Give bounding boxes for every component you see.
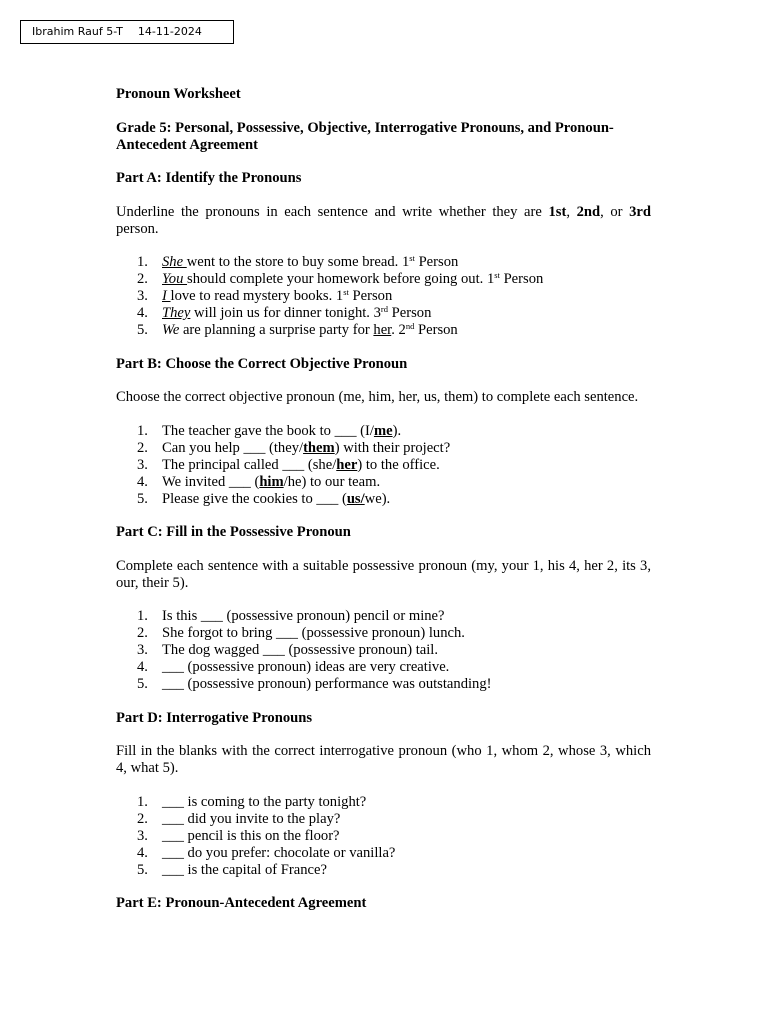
item-text: The dog wagged ___ (possessive pronoun) tail.: [162, 642, 439, 658]
instr-first: 1st: [548, 203, 567, 220]
instr-or: , or: [600, 203, 630, 220]
answer: her: [336, 456, 358, 473]
item-text: ___ is the capital of France?: [162, 861, 327, 878]
list-item: [116, 457, 651, 474]
list-item: [116, 254, 651, 271]
item-number: 4.: [137, 844, 148, 861]
list-item: [116, 305, 651, 322]
worksheet-body: [116, 86, 651, 912]
part-a-heading: Part A: Identify the Pronouns: [116, 170, 302, 186]
list-item: [116, 828, 651, 845]
name-date-box: [20, 20, 234, 44]
list-item: [116, 625, 651, 642]
ordinal-suffix: st: [343, 287, 349, 297]
item-text: ___ do you prefer: chocolate or vanilla?: [162, 844, 396, 861]
person-label: Person: [388, 305, 432, 321]
item-number: 1.: [137, 254, 148, 270]
list-item: [116, 491, 651, 508]
list-item: [116, 659, 651, 676]
item-number: 5.: [137, 490, 148, 507]
item-text: ___ (possessive pronoun) performance was outstanding!: [162, 676, 492, 692]
item-text: should complete your homework before going out. 1: [187, 271, 495, 287]
date: 14-11-2024: [137, 25, 202, 38]
list-item: [116, 423, 651, 440]
item-number: 4.: [137, 659, 148, 675]
item-text: ___ pencil is this on the floor?: [162, 827, 340, 844]
item-number: 1.: [137, 608, 148, 624]
italic-pronoun: We: [162, 322, 180, 338]
underlined-pronoun: You: [162, 271, 188, 287]
list-item: [116, 642, 651, 659]
item-text: ) with their project?: [334, 439, 451, 456]
part-b-instructions: Choose the correct objective pronoun (me, him, her, us, them) to complete each sentence.: [116, 389, 639, 405]
person-label: Person: [414, 254, 459, 270]
underlined-pronoun: I: [162, 288, 171, 304]
item-number: 5.: [137, 322, 148, 338]
part-b-heading: Part B: Choose the Correct Objective Pronoun: [116, 355, 408, 372]
underlined-pronoun: She: [162, 254, 187, 270]
item-number: 5.: [137, 676, 148, 692]
list-item: [116, 474, 651, 491]
item-text: are planning a surprise party for: [179, 322, 374, 338]
item-text: Can you help ___ (they/: [162, 439, 304, 456]
list-item: [116, 811, 651, 828]
item-text: Please give the cookies to ___ (: [162, 490, 347, 507]
item-text: . 2: [391, 322, 406, 338]
page-title: Pronoun Worksheet: [116, 86, 241, 102]
item-text: ___ (possessive pronoun) ideas are very creative.: [162, 659, 450, 675]
item-text: She forgot to bring ___ (possessive pronoun) lunch.: [162, 625, 465, 641]
item-text: love to read mystery books. 1: [170, 288, 344, 304]
item-number: 2.: [137, 439, 148, 456]
person-label: Person: [414, 322, 458, 338]
part-d-instructions: Fill in the blanks with the correct interrogative pronoun (who 1, whom 2, whose 3, which 4, what 5).: [116, 743, 651, 776]
worksheet-subtitle: Grade 5: Personal, Possessive, Objective, Interrogative Pronouns, and Pronoun-Antecedent Agreement: [116, 119, 614, 153]
item-text: Is this ___ (possessive pronoun) pencil or mine?: [162, 608, 445, 624]
item-text: We invited ___ (: [162, 473, 260, 490]
item-text: /he) to our team.: [283, 473, 381, 490]
item-number: 2.: [137, 271, 148, 287]
item-text: will join us for dinner tonight. 3: [190, 305, 381, 321]
answer: me: [373, 422, 393, 439]
item-text: The teacher gave the book to ___ (I/: [162, 422, 374, 439]
item-text: ).: [392, 422, 402, 439]
ordinal-suffix: st: [409, 253, 415, 263]
item-text: ) to the office.: [357, 456, 440, 473]
item-number: 2.: [137, 810, 148, 827]
item-text: The principal called ___ (she/: [162, 456, 337, 473]
instr-person: person.: [116, 220, 159, 237]
part-c-heading: Part C: Fill in the Possessive Pronoun: [116, 524, 351, 540]
item-text: ___ is coming to the party tonight?: [162, 793, 367, 810]
item-number: 2.: [137, 625, 148, 641]
underlined-pronoun: They: [162, 305, 191, 321]
list-item: [116, 608, 651, 625]
item-text: went to the store to buy some bread. 1: [186, 254, 410, 270]
list-item: [116, 862, 651, 879]
item-number: 5.: [137, 861, 148, 878]
list-item: [116, 288, 651, 305]
person-label: Person: [499, 271, 544, 287]
student-name: Ibrahim Rauf 5-T: [32, 25, 123, 38]
item-number: 1.: [137, 422, 148, 439]
item-number: 3.: [137, 288, 148, 304]
part-b-list: [116, 423, 651, 508]
instr-third: 3rd: [629, 203, 652, 220]
ordinal-suffix: rd: [380, 304, 388, 314]
ordinal-suffix: nd: [405, 321, 415, 331]
list-item: [116, 440, 651, 457]
list-item: [116, 271, 651, 288]
list-item: [116, 322, 651, 339]
instr-comma: ,: [566, 203, 577, 220]
item-text: we).: [364, 490, 391, 507]
list-item: [116, 794, 651, 811]
part-a-list: [116, 254, 651, 339]
list-item: [116, 676, 651, 693]
answer: us/: [346, 490, 365, 507]
list-item: [116, 845, 651, 862]
item-number: 3.: [137, 456, 148, 473]
answer: him: [259, 473, 284, 490]
part-c-list: [116, 608, 651, 693]
part-a-instructions: [116, 204, 651, 238]
item-number: 1.: [137, 793, 148, 810]
answer: them: [303, 439, 335, 456]
underlined-pronoun: her: [373, 322, 392, 338]
item-text: ___ did you invite to the play?: [162, 810, 341, 827]
instr-text: Underline the pronouns in each sentence and write whether they are: [116, 203, 549, 220]
person-label: Person: [348, 288, 393, 304]
part-d-list: [116, 794, 651, 879]
instr-second: 2nd: [576, 203, 601, 220]
part-d-heading: Part D: Interrogative Pronouns: [116, 709, 313, 726]
part-e-heading: Part E: Pronoun-Antecedent Agreement: [116, 895, 367, 911]
ordinal-suffix: st: [494, 270, 500, 280]
item-number: 4.: [137, 473, 148, 490]
part-c-instructions: Complete each sentence with a suitable possessive pronoun (my, your 1, his 4, her 2, its 3, our, their 5).: [116, 557, 651, 591]
item-number: 3.: [137, 642, 148, 658]
item-number: 3.: [137, 827, 148, 844]
item-number: 4.: [137, 305, 148, 321]
